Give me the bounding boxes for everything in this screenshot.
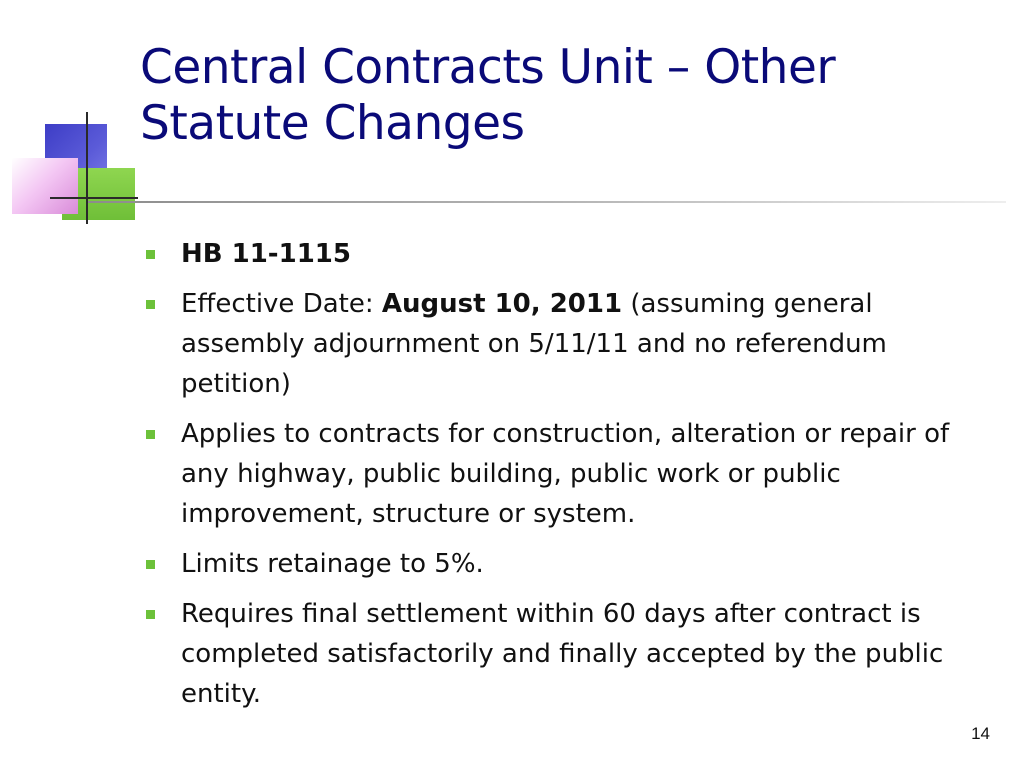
bullet-list — [146, 234, 1001, 724]
green-square-bullet-icon — [146, 430, 155, 439]
bullet-text: Requires final settlement within 60 days after contract is completed satisfactorily and finally accepted by the public entity. — [181, 599, 944, 709]
title-underline-rule — [88, 201, 1006, 203]
bullet-text: Applies to contracts for construction, alteration or repair of any highway, public building, public work or public improvement, structure or system. — [181, 419, 950, 529]
bullet-item-retainage — [146, 544, 1001, 584]
bullet-text: Limits retainage to 5%. — [181, 549, 484, 579]
slide-title — [140, 40, 1010, 152]
green-square-bullet-icon — [146, 250, 155, 259]
bullet-text: HB 11-1115 — [181, 239, 351, 269]
green-square-bullet-icon — [146, 560, 155, 569]
bullet-item-bill-number — [146, 234, 1001, 274]
horizontal-line-decoration — [50, 197, 138, 199]
effective-date-value: August 10, 2011 — [381, 289, 623, 319]
bullet-item-effective-date — [146, 284, 1001, 404]
green-square-bullet-icon — [146, 300, 155, 309]
slide-title-line-1: Central Contracts Unit – Other — [140, 40, 836, 95]
vertical-line-decoration — [86, 112, 88, 224]
page-number: 14 — [971, 724, 990, 743]
effective-date-note: (assuming general assembly adjournment on 5/11/11 and no referendum petition) — [181, 289, 887, 399]
effective-date-label: Effective Date: — [181, 289, 382, 319]
slide-title-line-2: Statute Changes — [140, 96, 525, 151]
green-square-bullet-icon — [146, 610, 155, 619]
pink-square-decoration — [12, 158, 78, 214]
bullet-item-applies-to — [146, 414, 1001, 534]
bullet-item-final-settlement — [146, 594, 1001, 714]
